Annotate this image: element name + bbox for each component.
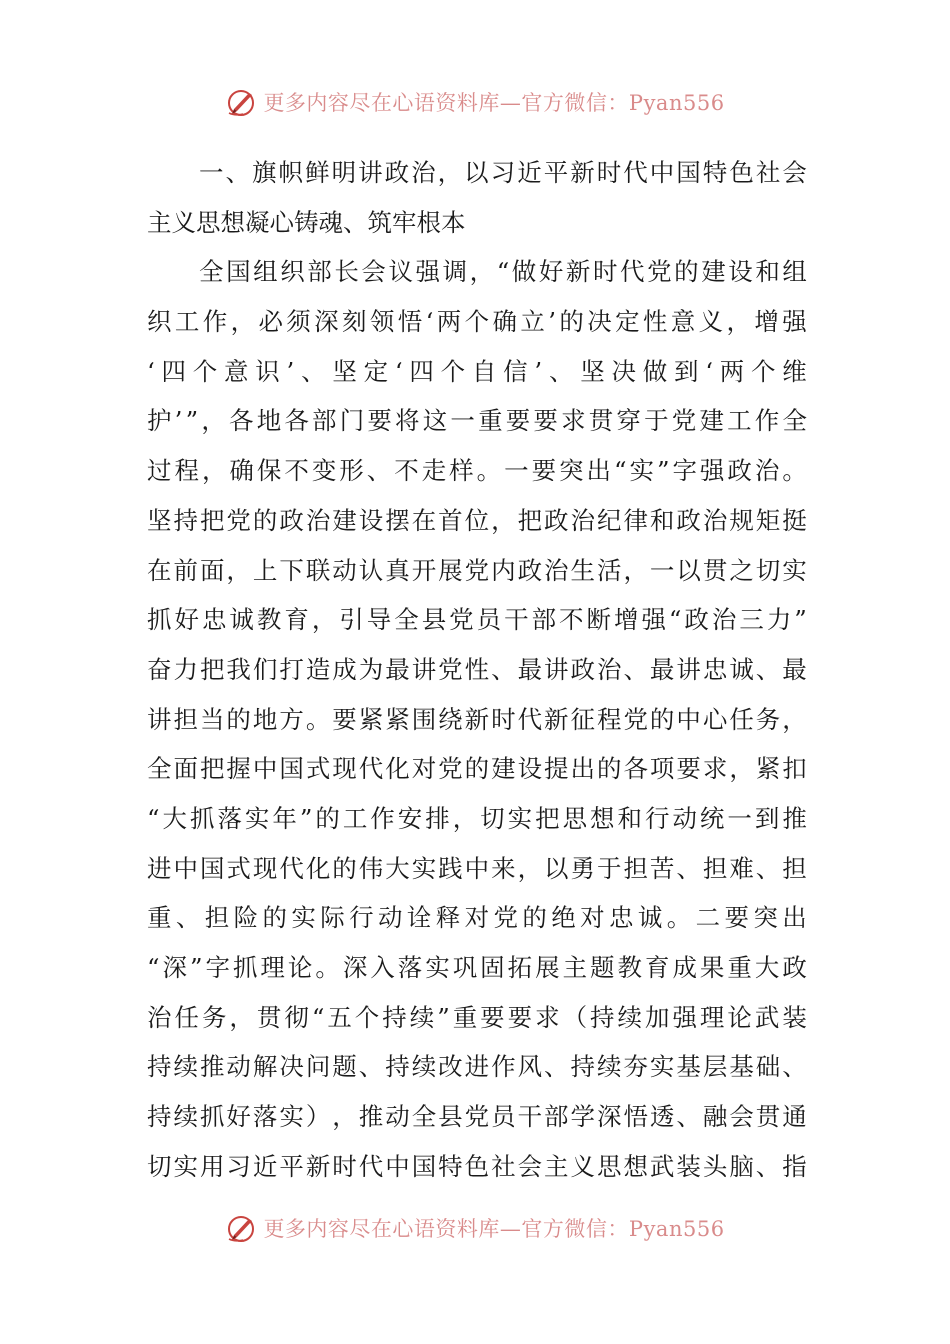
text-line: 切 实 用 习 近 平 新 时 代 中 国 特 色 社 会 主 义 思 想 武 装 头 脑 、 指 — [147, 1151, 807, 1181]
text-line: 讲 担 当 的 地 方 。 要 紧 紧 围 绕 新 时 代 新 征 程 党 的 中 心 任 务 ， — [147, 704, 807, 734]
pen-circle-logo-icon — [225, 85, 259, 119]
text-line: 全 国 组 织 部 长 会 议 强 调 ， “ 做 好 新 时 代 党 的 建 设 和 组 — [199, 257, 807, 287]
text-line: 持 续 推 动 解 决 问 题 、 持 续 改 进 作 风 、 持 续 夯 实 基 层 基 础 、 — [147, 1052, 807, 1082]
watermark-text: 更多内容尽在心语资料库—官方微信：Pyan556 — [263, 91, 725, 115]
text-line: 重 、 担 险 的 实 际 行 动 诠 释 对 党 的 绝 对 忠 诚 。 二 要 突 出 — [147, 903, 807, 933]
text-line: 奋 力 把 我 们 打 造 成 为 最 讲 党 性 、 最 讲 政 治 、 最 讲 忠 诚 、 最 — [147, 654, 807, 684]
text-line: 一 、 旗 帜 鲜 明 讲 政 治 ， 以 习 近 平 新 时 代 中 国 特 色 社 会 — [199, 158, 807, 187]
text-line: 在 前 面 ， 上 下 联 动 认 真 开 展 党 内 政 治 生 活 ， 一 以 贯 之 切 实 — [147, 555, 807, 585]
text-line: ‘ 四 个 意 识 ’ 、 坚 定 ‘ 四 个 自 信 ’ 、 坚 决 做 到 ‘ 两 个 维 — [147, 356, 807, 386]
text-line: “ 深 ” 字 抓 理 论 。 深 入 落 实 巩 固 拓 展 主 题 教 育 成 果 重 大 政 — [147, 953, 807, 982]
text-line: 进 中 国 式 现 代 化 的 伟 大 实 践 中 来 ， 以 勇 于 担 苦 、 担 难 、 担 — [147, 853, 807, 883]
text-line: 护 ’ ” ， 各 地 各 部 门 要 将 这 一 重 要 要 求 贯 穿 于 党 建 工 作 全 — [147, 406, 807, 436]
pen-circle-logo-icon — [225, 1211, 259, 1245]
watermark-footer — [0, 1208, 950, 1248]
watermark-text: 更多内容尽在心语资料库—官方微信：Pyan556 — [263, 1217, 725, 1241]
text-line: 主 义 思 想 凝 心 铸 魂 、 筑 牢 根 本 — [147, 207, 466, 237]
watermark-header — [0, 82, 950, 122]
text-line: “ 大 抓 落 实 年 ” 的 工 作 安 排 ， 切 实 把 思 想 和 行 动 统 一 到 推 — [147, 803, 807, 833]
text-line: 治 任 务 ， 贯 彻 “ 五 个 持 续 ” 重 要 要 求 （ 持 续 加 强 理 论 武 装 — [147, 1002, 807, 1032]
text-line: 持 续 抓 好 落 实 ） ， 推 动 全 县 党 员 干 部 学 深 悟 透 、 融 会 贯 通 — [147, 1102, 807, 1132]
text-line: 全 面 把 握 中 国 式 现 代 化 对 党 的 建 设 提 出 的 各 项 要 求 ， 紧 扣 — [147, 754, 807, 784]
text-line: 过 程 ， 确 保 不 变 形 、 不 走 样 。 一 要 突 出 “ 实 ” 字 强 政 治 。 — [147, 456, 807, 486]
document-body — [147, 148, 807, 1191]
text-line: 抓 好 忠 诚 教 育 ， 引 导 全 县 党 员 干 部 不 断 增 强 “ 政 治 三 力 ” — [147, 605, 807, 635]
text-line: 织 工 作 ， 必 须 深 刻 领 悟 ‘ 两 个 确 立 ’ 的 决 定 性 意 义 ， 增 强 — [147, 307, 807, 337]
text-line: 坚 持 把 党 的 政 治 建 设 摆 在 首 位 ， 把 政 治 纪 律 和 政 治 规 矩 挺 — [147, 505, 807, 535]
